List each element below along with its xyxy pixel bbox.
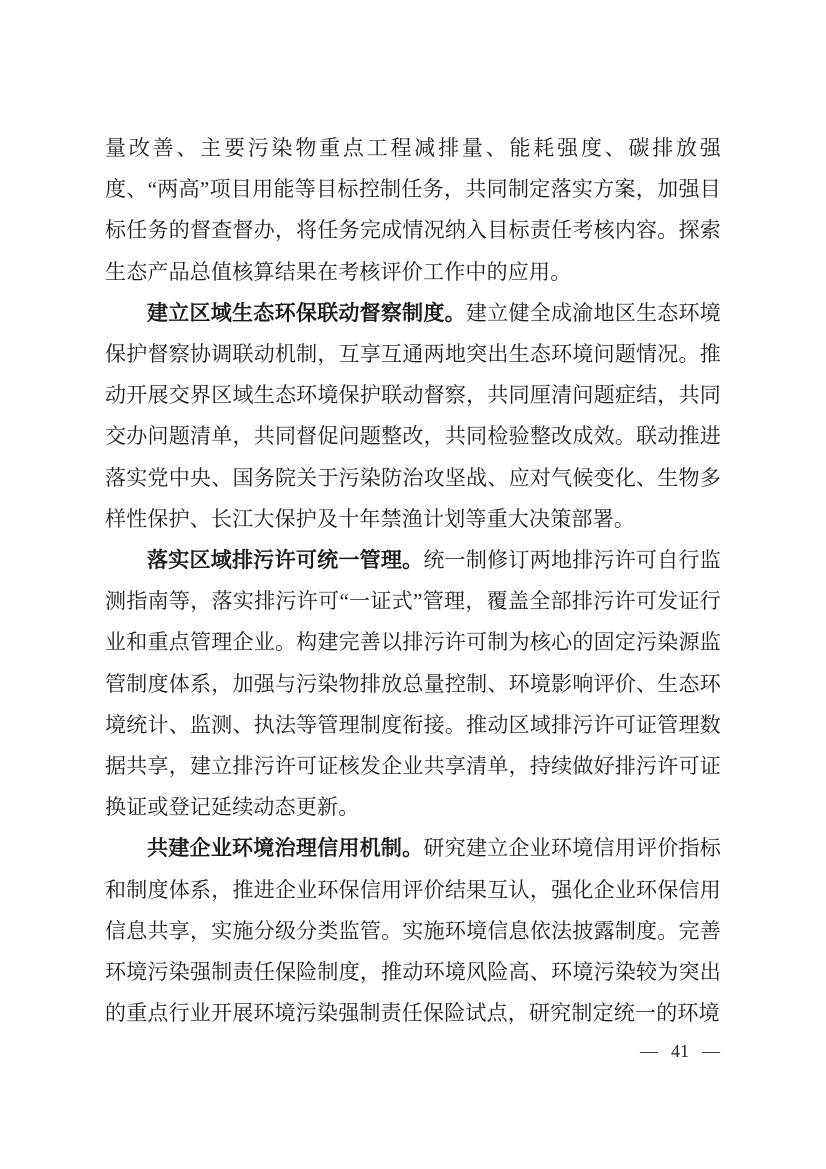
paragraph-body: 建立健全成渝地区生态环境保护督察协调联动机制，互享互通两地突出生态环境问题情况。推动开展交界区域生态环境保护联动督察，共同厘清问题症结，共同交办问题清单，共同督促问题整改，共同检验整改成效。联动推进落实党中央、国务院关于污染防治攻坚战、应对气候变化、生物多样性保护、长江大保护及十年禁渔计划等重大决策部署。	[105, 300, 721, 531]
page-number: 41	[671, 1041, 689, 1061]
paragraph-enterprise-credit	[105, 828, 721, 1034]
footer-right-dash: —	[702, 1041, 720, 1061]
paragraph-regional-supervision	[105, 293, 721, 540]
paragraph-body: 研究建立企业环境信用评价指标和制度体系，推进企业环保信用评价结果互认，强化企业环保信用信息共享，实施分级分类监管。实施环境信息依法披露制度。完善环境污染强制责任保险制度，推动环境风险高、环境污染较为突出的重点行业开展环境污染强制责任保险试点，研究制定统一的环境	[105, 836, 721, 1026]
paragraph-lead: 共建企业环境治理信用机制。	[147, 836, 424, 861]
paragraph-body: 量改善、主要污染物重点工程减排量、能耗强度、碳排放强度、“两高”项目用能等目标控制任务，共同制定落实方案，加强目标任务的督查督办，将任务完成情况纳入目标责任考核内容。探索生态产品总值核算结果在考核评价工作中的应用。	[105, 136, 721, 284]
page-number-footer	[640, 1040, 720, 1062]
paragraph-lead: 建立区域生态环保联动督察制度。	[147, 300, 466, 325]
paragraph-pollution-permit	[105, 540, 721, 828]
paragraph-body: 统一制修订两地排污许可自行监测指南等，落实排污许可“一证式”管理，覆盖全部排污许可发证行业和重点管理企业。构建完善以排污许可制为核心的固定污染源监管制度体系，加强与污染物排放总量控制、环境影响评价、生态环境统计、监测、执法等管理制度衔接。推动区域排污许可证管理数据共享，建立排污许可证核发企业共享清单，持续做好排污许可证换证或登记延续动态更新。	[105, 548, 721, 820]
paragraph-lead: 落实区域排污许可统一管理。	[147, 548, 424, 573]
footer-left-dash: —	[640, 1041, 658, 1061]
body-text-block	[105, 128, 721, 1034]
paragraph-continuation	[105, 128, 721, 293]
